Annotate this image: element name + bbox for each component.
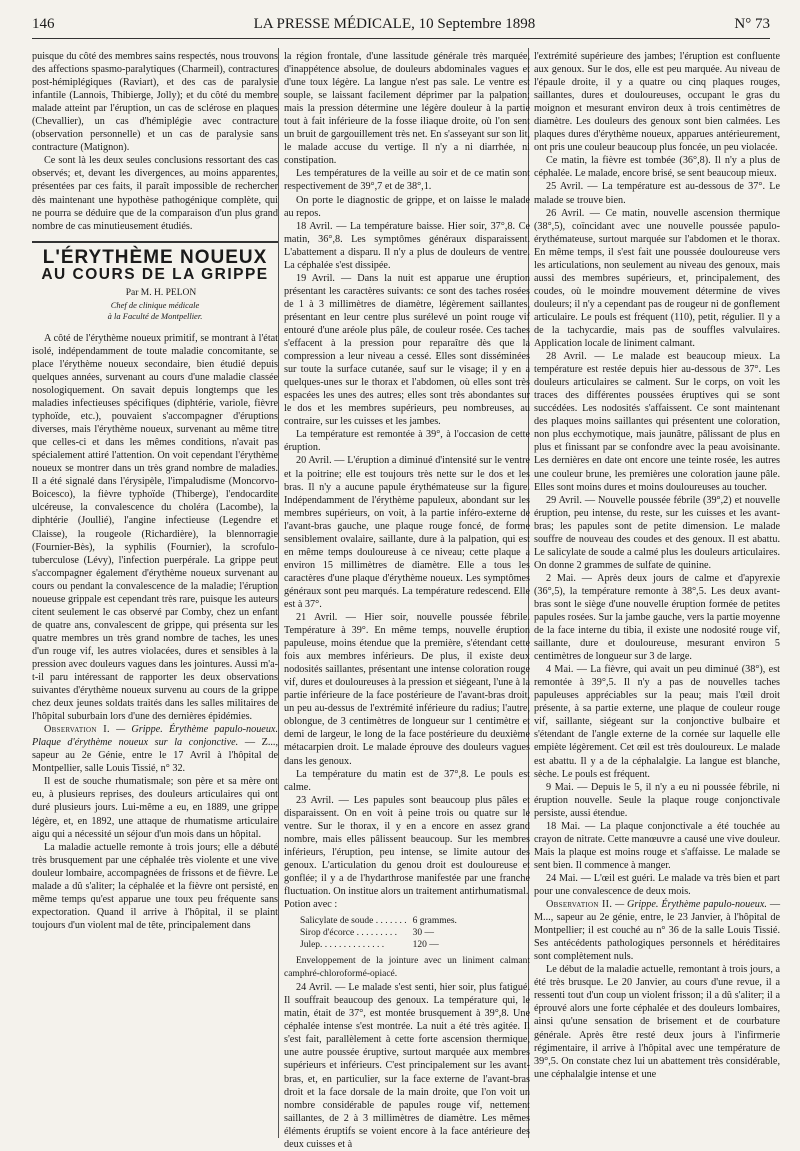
article-title: L'ÉRYTHÈME NOUEUX xyxy=(42,246,268,268)
observation-heading xyxy=(534,898,780,963)
prescription-item: Sirop d'écorce . . . . . . . . . xyxy=(300,928,397,939)
prescription-table xyxy=(300,915,463,951)
paragraph: 20 Avril. — L'éruption a diminué d'intensité sur le ventre et la poitrine; elle est toujours très nette sur le dos et les bras. Il n'y a aucune papule érythémateuse sur la figure. Indépendamment de l'érythème papuleux, abondant sur les membres supérieurs, on voit, à la partie inféro-externe de l'avant-bras gauche, une plaque rouge foncé, de forme sensiblement ovalaire, saillante, dure à la palpation, qui est en même temps douloureuse à ce niveau; cette plaque a environ 15 millimètres de diamètre. Elle a tous les caractères d'une plaque d'érythème noueux. Les symptômes généraux sont peu marqués. La température redescend. Elle est à 37°. xyxy=(284,455,530,610)
paragraph: On porte le diagnostic de grippe, et on laisse le malade au repos. xyxy=(284,194,530,219)
prescription-row xyxy=(300,915,463,927)
affiliation-line: à la Faculté de Montpellier. xyxy=(107,310,203,321)
affiliation-line: Chef de clinique médicale xyxy=(110,299,200,310)
article-subtitle: AU COURS DE LA GRIPPE xyxy=(41,265,269,283)
observation-text: — Z..., sapeur au 2e Génie, entre le 17 Avril à l'hôpital de Montpellier, salle Louis Tissié, n° 32. xyxy=(32,737,279,775)
paragraph: 21 Avril. — Hier soir, nouvelle poussée fébrile. Température à 39°. En même temps, nouvelle éruption papuleuse, moins étendue que la première, s'étendant cette fois aux membres inférieurs. De plus, il existe deux nodosités saillantes, présentant une intense coloration rouge vif, dures et douloureuses à la pression et siégeant, l'une à la partie inférieure de la face postérieure de l'avant-bras droit, un peu au-dessus de l'extrémité inférieure du radius; l'autre, oblongue, de 3 centimètres de longueur sur 1 centimètre et demi de largeur, le long de la face postérieure du deuxième métacarpien droit. Le malade éprouve des douleurs vagues dans les genoux. xyxy=(284,612,530,767)
column-left xyxy=(32,50,278,1140)
observation-title: — Grippe. Érythème papulo-noueux. xyxy=(615,899,767,911)
paragraph: 4 Mai. — La fièvre, qui avait un peu diminué (38°), est remontée à 39°,5. Il n'y a pas de nouvelles taches papuleuses appréciables sur la peau; mais l'œil droit présente, à sa partie externe, une plaque de couleur rouge vif, saillante, siégeant sur la conjonctive bulbaire et s'étendant de l'angle externe de la cornée sur laquelle elle empiète légèrement. Cet œil est très douloureux. Le malade est abattu. Il y a de la céphalalgie. La langue est blanche, sèche. Le pouls est fréquent. xyxy=(534,664,780,780)
paragraph: Les températures de la veille au soir et de ce matin sont respectivement de 39°,7 et de 38°,1. xyxy=(284,168,530,193)
paragraph: Le début de la maladie actuelle, remontant à trois jours, a été très brusque. Le 20 Janvier, au cours d'une revue, il a ressenti tout d'un coup un violent frisson; il a dû s'aliter; il a éprouvé alors une forte céphalée et des douleurs lombaires, ainsi qu'une sensation de brisement et de courbature générale. Après être resté deux jours à l'infirmerie régimentaire, il arrive à l'hôpital avec une température de 39°,5. On constate chez lui un abattement très considérable, une céphalalgie intense et une xyxy=(534,964,780,1080)
author-byline: Par M. H. PELON xyxy=(125,287,197,298)
paragraph: 29 Avril. — Nouvelle poussée fébrile (39°,2) et nouvelle éruption, peu intense, du reste, sur les cuisses et les avant-bras; les papules sont de petite dimension. Le malade souffre de nouveau des coudes et des genoux. Il est abattu. Le salicylate de soude a calmé plus les douleurs articulaires. On donne 2 grammes de sulfate de quinine. xyxy=(534,494,780,571)
prescription-qty: 6 grammes. xyxy=(412,916,457,927)
observation-label: Observation II. xyxy=(546,899,613,911)
paragraph: 9 Mai. — Depuis le 5, il n'y a eu ni poussée fébrile, ni éruption nouvelle. Seule la plaque rouge conjonctivale persiste, aussi étendue. xyxy=(534,781,780,819)
paragraph: la région frontale, d'une lassitude générale très marquée, d'inappétence absolue, de douleurs abdominales vagues et d'une toux légère. La langue n'est pas sale. Le ventre est souple, se laissant facilement déprimer par la palpation; mais la pression détermine une légère douleur à la partie tout à fait inférieure de la fosse iliaque droite, où l'on sent un bruit de gargouillement très net. En s'asseyant sur son lit, le malade accuse du vertige. Il n'y a ni diarrhée, ni constipation. xyxy=(284,51,530,167)
prescription-item: Salicylate de soude . . . . . . . xyxy=(300,916,407,927)
prescription-qty: 30 — xyxy=(412,928,434,939)
column-divider xyxy=(278,48,279,1138)
observation-title: — Grippe. Érythème papulo-noueux. Plaque d'érythème noueux sur la conjonctive. xyxy=(32,724,278,749)
page-header xyxy=(32,16,770,39)
paragraph: 18 Avril. — La température baisse. Hier soir, 37°,8. Ce matin, 36°,8. Les symptômes généraux disparaissent. L'abattement a disparu. Il n'y a plus de douleurs de ventre. La céphalée s'est dissipée. xyxy=(284,220,530,271)
paragraph: 24 Avril. — Le malade s'est senti, hier soir, plus fatigué. Il souffrait beaucoup des genoux. La température qui, le matin, était de 37°, est montée brusquement à 39°,8. Une céphalée intense s'est montrée. La nuit a été très agitée. Il s'est fait, parallèlement à cette forte ascension thermique, une autre poussée éruptive, surtout marquée aux membres supérieurs et inférieurs. C'est principalement sur les avant-bras, et, en particulier, sur la face externe de l'avant-bras droit et la face dorsale de la main droite, que l'on voit un nombre considérable de papules rouge vif, nettement saillantes, de 2 à 3 millimètres de diamètre. Les mêmes éléments éruptifs se voient encore à la face antérieure des deux cuisses et à xyxy=(284,982,530,1150)
page-number: 146 xyxy=(32,16,55,32)
observation-text: — M..., sapeur au 2e génie, entre, le 23 Janvier, à l'hôpital de Montpellier; il est couché au n° 36 de la salle Louis Tissié. Ses antécédents pathologiques personnels et héréditaires sont complètement nuls. xyxy=(534,899,780,963)
prescription-item: Julep. . . . . . . . . . . . . . xyxy=(300,940,385,951)
paragraph: Ce matin, la fièvre est tombée (36°,8). Il n'y a plus de céphalée. Le malade, encore brisé, se sent beaucoup mieux. xyxy=(534,155,780,180)
paragraph: 24 Mai. — L'œil est guéri. Le malade va très bien et part pour une convalescence de deux mois. xyxy=(534,872,780,897)
paragraph: 2 Mai. — Après deux jours de calme et d'apyrexie (36°,5), la température remonte à 38°,5. Les deux avant-bras sont le siège d'une nouvelle éruption formée de petites papules rosées. Sur la jambe gauche, vers la partie moyenne de la face interne du tibia, il existe une nodosité rouge vif, saillante, dure et douloureuse, mesurant environ 5 centimètres de longueur sur 3 de large. xyxy=(534,572,780,663)
paragraph: 26 Avril. — Ce matin, nouvelle ascension thermique (38°,5), coïncidant avec une nouvelle poussée papulo-érythémateuse, surtout marquée sur l'abdomen et le thorax. En même temps, il s'est fait une poussée douloureuse vers les articulations, non seulement au niveau des genoux, mais aussi des membres supérieurs, et, principalement, des coudes, où le moindre mouvement détermine de vives douleurs; il n'y a cependant pas de rougeur ni de gonflement articulaire. Le pouls est fréquent (110), petit, régulier. Il y a de la tachycardie, mais pas de souffles valvulaires. Application locale de liniment calmant. xyxy=(534,207,780,350)
paragraph: A côté de l'érythème noueux primitif, se montrant à l'état isolé, indépendamment de toute maladie concomitante, se place l'érythème noueux secondaire, bien étudié depuis quelques années, survenant au cours d'une maladie classée nosologiquement. On savait depuis longtemps que les maladies infectieuses spécifiques (diphtérie, variole, fièvre typhoïde, etc.), pouvaient s'accompagner d'éruptions diverses, mais l'érythème noueux, survenant au même titre que celles-ci et dans les mêmes conditions, n'avait pas spécialement attiré l'attention. On voit cependant l'érythème noueux se montrer dans un très grand nombre de maladies. Il a été signalé dans l'érysipèle, l'impaludisme (Moncorvo-Boicesco), la fièvre typhoïde (Thiberge), l'endocardite ulcéreuse, la convalescence du choléra (Lacombe), la diphtérie (Joullié), l'angine infectieuse (Legendre et Claisse), la rougeole (Richardière), la blennorragie (Fournier-Bès), la syphilis (Fournier), la scrofulo-tuberculose (Lévy), l'infection puerpérale. La grippe peut s'accompagner également d'érythème noueux survenant au cours ou pendant la convalescence de la maladie; l'éruption noueuse grippale est cependant très rare, puisque les auteurs citent seulement le cas observé par Comby, chez un enfant de quatre ans, convalescent de grippe, qui présenta sur les quatre membres un très grand nombre de taches, les unes d'un rouge vif, les autres violacées, dures et sensibles à la pression avec douleurs vagues dans les jointures. Aussi m'a-t-il paru intéressant de rapporter les deux observations suivantes d'érythème noueux survenu au cours de la grippe chez deux jeunes soldats traités dans les salles militaires de l'hôpital suburbain lors d'une des dernières épidémies. xyxy=(32,332,278,723)
paragraph: La température du matin est de 37°,8. Le pouls est calme. xyxy=(284,768,530,793)
paragraph: La température est remontée à 39°, à l'occasion de cette éruption. xyxy=(284,429,530,454)
paragraph: Ce sont là les deux seules conclusions ressortant des cas observés; et, devant les divergences, au moins apparentes, présentées par ces faits, il paraît impossible de rechercher dès maintenant une hypothèse pathogénique complète, qui ne pourra se déduire que de la comparaison d'un plus grand nombre de cas minutieusement étudiés. xyxy=(32,155,278,232)
author-affiliation xyxy=(32,300,278,322)
paragraph: 19 Avril. — Dans la nuit est apparue une éruption présentant les caractères suivants: ce sont des taches rosées de 1 à 3 millimètres de diamètre, légèrement saillantes, présentant en leur centre plus surélevé un point rouge vif entouré d'une aréole plus pâle, de couleur rosée. Ces taches s'effacent à la pression pour reparaître dès que la compression a leur niveau a cessé. Elles sont disséminées sur toute la surface cutanée, sauf sur le visage; il y en a quelques-unes sur le thorax et l'abdomen, où elles sont très espacées les unes des autres; elles sont très abondantes sur le dos et les membres supérieurs, peu nombreuses, au contraire, sur les cuisses et les jambes. xyxy=(284,272,530,428)
observation-label: Observation I. xyxy=(44,724,110,736)
paragraph: Il est de souche rhumatismale; son père et sa mère ont eu, à plusieurs reprises, des douleurs articulaires qui ont duré plusieurs jours. Lui-même a eu, en 1889, une grippe légère, et, en 1892, une attaque de rhumatisme articulaire aigu qui a nécessité un séjour d'un mois dans un hôpital. xyxy=(32,776,278,840)
paragraph: 18 Mai. — La plaque conjonctivale a été touchée au crayon de nitrate. Cette manœuvre a causé une vive douleur. Mais la plaque est moins rouge et s'affaisse. Le malade se sent bien. Il commence à manger. xyxy=(534,820,780,871)
prescription-row xyxy=(300,927,463,939)
prescription-label: Potion avec : xyxy=(284,899,338,911)
paragraph: La maladie actuelle remonte à trois jours; elle a débuté très brusquement par une céphalée très violente et une vive douleur lombaire, accompagnées de frissons et de fièvre. Le malade a dû s'aliter; la céphalée et la fièvre ont persisté, en même temps qu'est apparue une toux peu fréquente sans expectoration. Quand il arrive à l'hôpital, il se plaint toujours d'un violent mal de tête, principalement dans xyxy=(32,841,278,931)
journal-title: LA PRESSE MÉDICALE, 10 Septembre 1898 xyxy=(253,16,536,32)
prescription-row xyxy=(300,939,463,951)
prescription-note: Enveloppement de la jointure avec un liniment calmant camphré-chloroformé-opiacé. xyxy=(284,956,530,980)
prescription-qty: 120 — xyxy=(412,940,439,951)
observation-heading xyxy=(32,723,278,775)
issue-number: N° 73 xyxy=(734,16,770,32)
article-divider xyxy=(32,241,278,243)
paragraph: l'extrémité supérieure des jambes; l'éruption est confluente aux genoux. Sur le dos, elle est peu marquée. Au niveau de l'épaule droite, il y a quatre ou cinq plaques rouges, saillantes, dures et douloureuses, occupant le gras du moignon et mesurant environ deux à trois centimètres de diamètre. Les douleurs des genoux sont bien calmées. Les plaques dures d'érythème noueux, apparues antérieurement, ont pris une couleur beaucoup plus foncée, un peu violacée. xyxy=(534,51,780,154)
paragraph: puisque du côté des membres sains respectés, nous trouvons des affections spasmo-paralytiques (Charmeil), contractures post-hémiplégiques (Raviart), et des cas de paralysie infantile (Lannois, Thibierge, Jolly); et du côté du membre malade atteint par l'éruption, un cas de sclérose en plaques (Chevallier), un cas d'hémiplégie avec contracture (observation personnelle) et un cas de paralysie sans contracture (Matignon). xyxy=(32,51,278,154)
paragraph: 23 Avril. — Les papules sont beaucoup plus pâles et disparaissent. On en voit à peine trois ou quatre sur le ventre. Sur le thorax, il y en a encore en assez grand nombre, mais elles pâlissent beaucoup. Sur les membres inférieurs, l'éruption, peu intense, se limite autour des genoux. L'articulation du genou droit est douloureuse et gonflée; il y a de l'hydarthrose manifestée par une franche fluctuation. On institue alors un traitement antirhumatismal. xyxy=(284,794,530,897)
column-middle xyxy=(284,50,530,1150)
column-right xyxy=(534,50,780,1140)
paragraph: 25 Avril. — La température est au-dessous de 37°. Le malade se trouve bien. xyxy=(534,181,780,206)
paragraph: 28 Avril. — Le malade est beaucoup mieux. La température est restée depuis hier au-dessous de 37°. Les douleurs articulaires se calment. Sur le corps, on voit les traces des différentes poussées éruptives qui se sont succédées. Les nodosités s'affaissent. Ce sont maintenant des plaques moins saillantes qui présentent une coloration, non plus ecchymotique, mais jaunâtre, pâlissant de plus en plus et finissant par se confondre avec la peau avoisinante. Les dernières en date ont encore une teinte rosée, les autres une couleur brune, les premières une coloration jaune pâle. Elles sont moins dures et moins douloureuses au toucher. xyxy=(534,351,780,493)
